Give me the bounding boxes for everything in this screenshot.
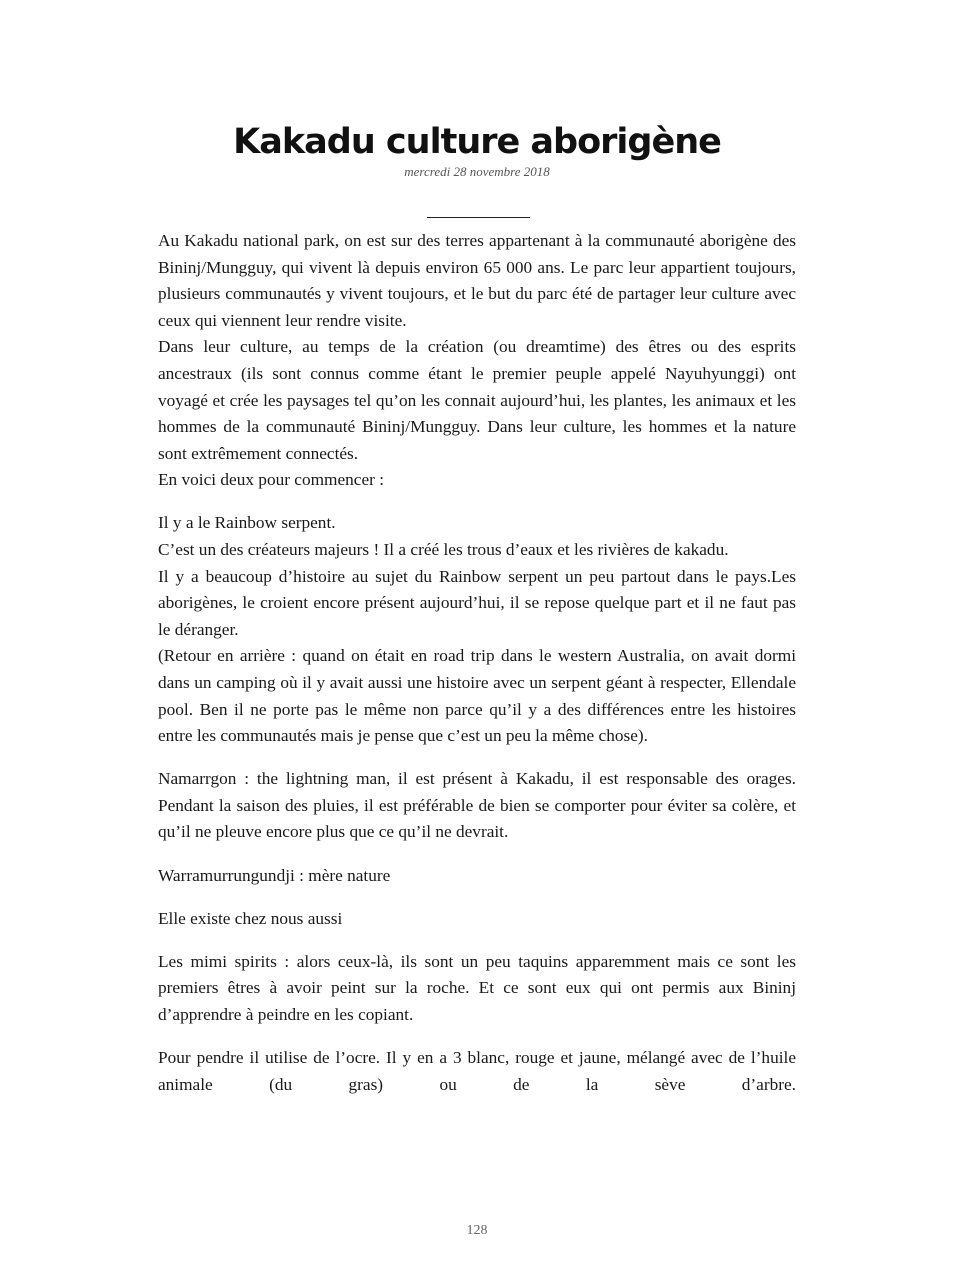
post-date: mercredi 28 novembre 2018 (404, 164, 550, 179)
paragraph-dreamtime: Dans leur culture, au temps de la création (ou dreamtime) des êtres ou des esprits ancestraux (ils sont connus comme étant le premier peuple appelé Nayuhyunggi) ont voyagé et crée les paysages tel qu’on les connait aujourd’hui, les plantes, les animaux et les hommes de la communauté Bininj/Mungguy. Dans leur culture, les hommes et la nature sont extrêmement connectés. (158, 337, 796, 463)
paragraph-intro: Au Kakadu national park, on est sur des terres appartenant à la communauté aborigène des Bininj/Mungguy, qui vivent là depuis environ 65 000 ans. Le parc leur appartient toujours, plusieurs communautés y vivent toujours, et le but du parc été de partager leur culture avec ceux qui viennent leur rendre visite. (158, 231, 796, 330)
paragraph-warramurrungundji: Warramurrungundji : mère nature (158, 865, 391, 885)
separator-rule (427, 217, 530, 218)
paragraph-rainbow-creator: C’est un des créateurs majeurs ! Il a créé les trous d’eaux et les rivières de kakadu. (158, 540, 729, 560)
paragraph-also-here: Elle existe chez nous aussi (158, 908, 343, 928)
paragraph-rainbow-heading: Il y a le Rainbow serpent. (158, 513, 336, 533)
paragraph-namarrgon: Namarrgon : the lightning man, il est présent à Kakadu, il est responsable des orages. Pendant la saison des pluies, il est préférable de bien se comporter pour éviter sa colère, et qu’il ne pleuve encore plus que ce qu’il ne devrait. (158, 769, 796, 842)
paragraph-ochre: Pour pendre il utilise de l’ocre. Il y en a 3 blanc, rouge et jaune, mélangé avec de l’huile animale (du gras) ou de la sève d’arbre. (158, 1048, 796, 1094)
page-title: Kakadu culture aborigène (233, 122, 721, 162)
article-body (158, 228, 796, 1098)
paragraph-mimi-spirits: Les mimi spirits : alors ceux-là, ils sont un peu taquins apparemment mais ce sont les premiers êtres à avoir peint sur la roche. Et ce sont eux qui ont permis aux Bininj d’apprendre à peindre en les copiant. (158, 951, 796, 1024)
paragraph-flashback: (Retour en arrière : quand on était en road trip dans le western Australia, on avait dormi dans un camping où il y avait aussi une histoire avec un serpent géant à respecter, Ellendale pool. Ben il ne porte pas le même non parce qu’il y a des différences entre les histoires entre les communautés mais je pense que c’est un peu la même chose). (158, 646, 796, 746)
paragraph-rainbow-history: Il y a beaucoup d’histoire au sujet du Rainbow serpent un peu partout dans le pays.Les aborigènes, le croient encore présent aujourd’hui, il se repose quelque part et il ne faut pas le déranger. (158, 566, 796, 639)
page-number: 128 (466, 1223, 488, 1238)
paragraph-lead-in: En voici deux pour commencer : (158, 470, 385, 490)
